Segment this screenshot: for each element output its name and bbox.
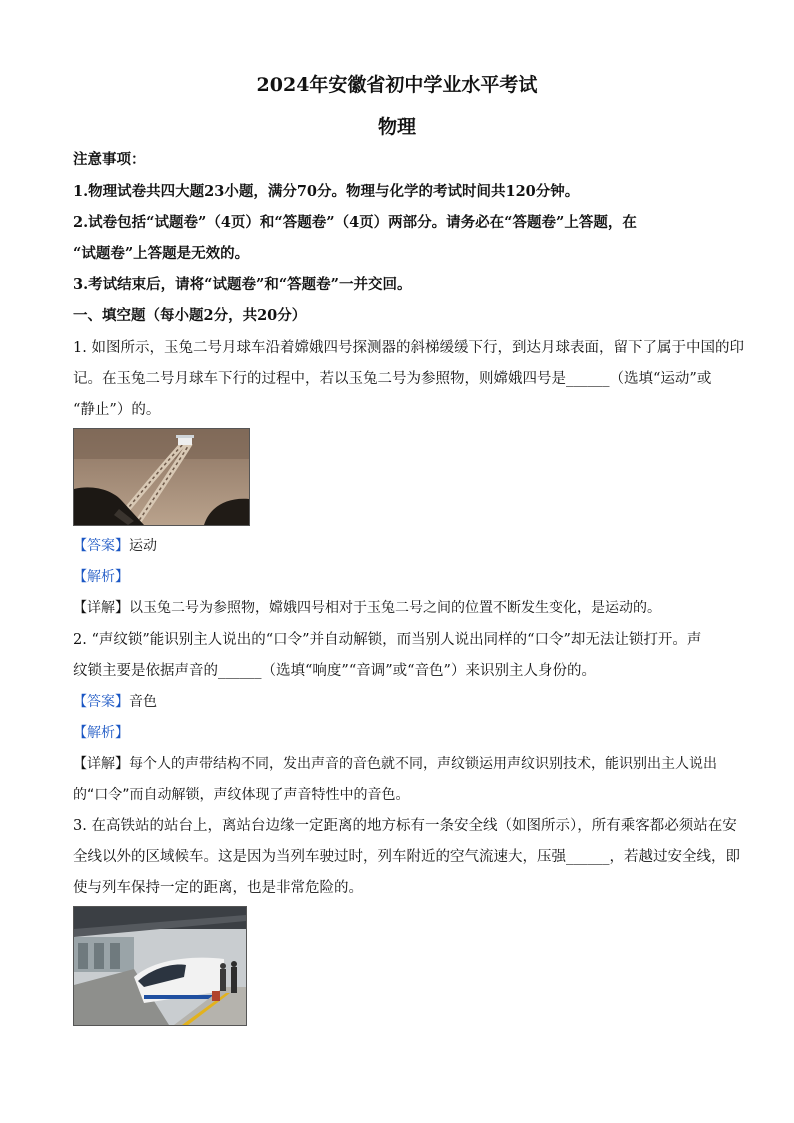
- q2-line-2: 纹锁主要是依据声音的______（选填“响度”“音调”或“音色”）来识别主人身份的。: [73, 663, 596, 679]
- exam-title: 2024年安徽省初中学业水平考试: [256, 74, 538, 96]
- notice-item-2-line-2: “试题卷”上答题是无效的。: [73, 245, 250, 262]
- section-1-heading: 一、填空题（每小题2分，共20分）: [73, 307, 307, 324]
- q3-line-1: 3. 在高铁站的站台上，离站台边缘一定距离的地方标有一条安全线（如图所示），所有乘客都必须站在安: [73, 818, 737, 834]
- train-platform-illustration: [74, 907, 246, 1025]
- q1-detail-tag: 【详解】: [73, 600, 129, 616]
- q2-answer-row: [73, 692, 733, 712]
- q3-line-2: 全线以外的区域候车。这是因为当列车驶过时，列车附近的空气流速大，压强______，若越过安全线，即: [73, 849, 740, 865]
- notice-item-3: 3.考试结束后，请将“试题卷”和“答题卷”一并交回。: [73, 276, 412, 293]
- q1-analysis-row: [73, 567, 733, 587]
- notice-heading: 注意事项：: [73, 151, 146, 168]
- notice-item-2-line-1: 2.试卷包括“试题卷”（4页）和“答题卷”（4页）两部分。请务必在“答题卷”上答题，在: [73, 214, 637, 231]
- q2-analysis-row: [73, 723, 733, 743]
- notice-item-1: 1.物理试卷共四大题23小题，满分70分。物理与化学的考试时间共120分钟。: [73, 183, 580, 200]
- lunar-rover-illustration: [74, 429, 249, 525]
- q1-detail: 以玉兔二号为参照物，嫦娥四号相对于玉兔二号之间的位置不断发生变化，是运动的。: [129, 600, 661, 616]
- subject-title: 物理: [377, 116, 416, 138]
- q2-analysis-tag: 【解析】: [73, 725, 129, 741]
- q1-detail-row: [73, 598, 733, 618]
- q2-line-1: 2. “声纹锁”能识别主人说出的“口令”并自动解锁，而当别人说出同样的“口令”却无法让锁打开。声: [73, 632, 702, 648]
- q1-analysis-tag: 【解析】: [73, 569, 129, 585]
- lunar-rover-photo: [73, 428, 250, 526]
- q2-detail-row: [73, 754, 733, 774]
- q1-line-1: 1. 如图所示，玉兔二号月球车沿着嫦娥四号探测器的斜梯缓缓下行，到达月球表面，留下了属于中国的印: [73, 340, 744, 356]
- q1-answer-tag: 【答案】: [73, 538, 129, 554]
- q2-detail-line-2: 的“口令”而自动解锁，声纹体现了声音特性中的音色。: [73, 787, 410, 803]
- high-speed-rail-platform-photo: [73, 906, 247, 1026]
- q2-detail-line-1: 每个人的声带结构不同，发出声音的音色就不同，声纹锁运用声纹识别技术，能识别出主人说出: [129, 756, 717, 772]
- q2-detail-tag: 【详解】: [73, 756, 129, 772]
- q3-line-3: 使与列车保持一定的距离，也是非常危险的。: [73, 880, 363, 896]
- q1-line-3: “静止”）的。: [73, 402, 161, 418]
- q2-answer: 音色: [129, 694, 157, 710]
- q1-answer: 运动: [129, 538, 157, 554]
- q1-line-2: 记。在玉兔二号月球车下行的过程中，若以玉兔二号为参照物，则嫦娥四号是______（选填“运动”或: [73, 371, 712, 387]
- q2-answer-tag: 【答案】: [73, 694, 129, 710]
- q1-answer-row: [73, 536, 733, 556]
